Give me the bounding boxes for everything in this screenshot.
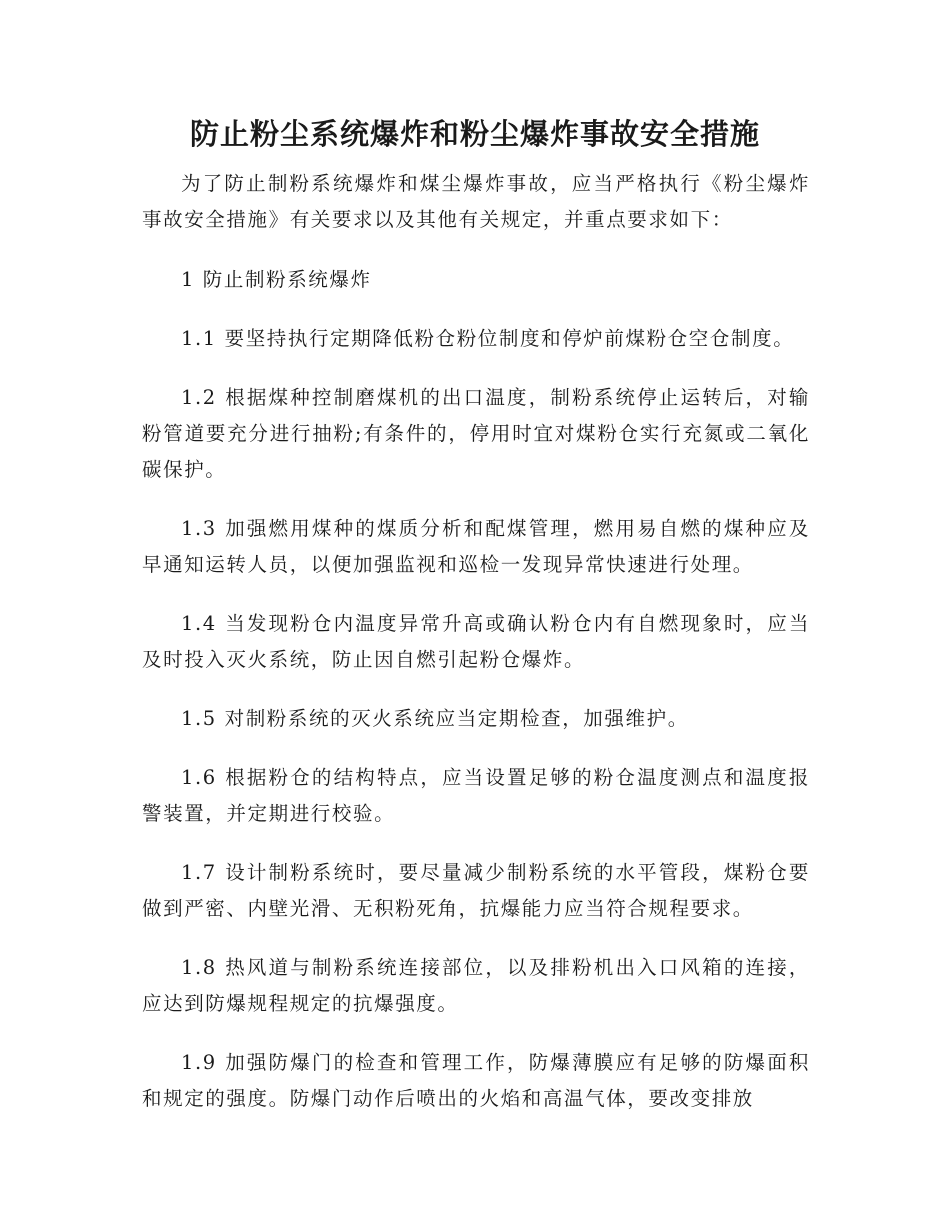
paragraph-1-1: 1.1 要坚持执行定期降低粉仓粉位制度和停炉前煤粉仓空仓制度。: [181, 327, 795, 350]
paragraph-1-7: 1.7 设计制粉系统时，要尽量减少制粉系统的水平管段，煤粉仓要做到严密、内壁光滑、无积粉死角，抗爆能力应当符合规程要求。: [142, 861, 810, 920]
intro-paragraph: 为了防止制粉系统爆炸和煤尘爆炸事故，应当严格执行《粉尘爆炸事故安全措施》有关要求以及其他有关规定，并重点要求如下：: [142, 172, 810, 231]
document-body: [142, 166, 810, 1140]
paragraph-1-4: 1.4 当发现粉仓内温度异常升高或确认粉仓内有自燃现象时，应当及时投入灭火系统，防止因自燃引起粉仓爆炸。: [142, 612, 810, 671]
paragraph-1-9: 1.9 加强防爆门的检查和管理工作，防爆薄膜应有足够的防爆面积和规定的强度。防爆门动作后喷出的火焰和高温气体，要改变排放: [142, 1051, 810, 1110]
paragraph-1-8: 1.8 热风道与制粉系统连接部位，以及排粉机出入口风箱的连接，应达到防爆规程规定的抗爆强度。: [142, 956, 810, 1015]
section-heading-1: 1 防止制粉系统爆炸: [181, 268, 372, 291]
paragraph-1-2: 1.2 根据煤种控制磨煤机的出口温度，制粉系统停止运转后，对输粉管道要充分进行抽粉;有条件的，停用时宜对煤粉仓实行充氮或二氧化碳保护。: [142, 386, 810, 481]
paragraph-1-5: 1.5 对制粉系统的灭火系统应当定期检查，加强维护。: [181, 707, 689, 730]
document-title: 防止粉尘系统爆炸和粉尘爆炸事故安全措施: [189, 117, 760, 151]
paragraph-1-6: 1.6 根据粉仓的结构特点，应当设置足够的粉仓温度测点和温度报警装置，并定期进行校验。: [142, 766, 810, 825]
paragraph-1-3: 1.3 加强燃用煤种的煤质分析和配煤管理，燃用易自燃的煤种应及早通知运转人员，以便加强监视和巡检一发现异常快速进行处理。: [142, 517, 810, 576]
